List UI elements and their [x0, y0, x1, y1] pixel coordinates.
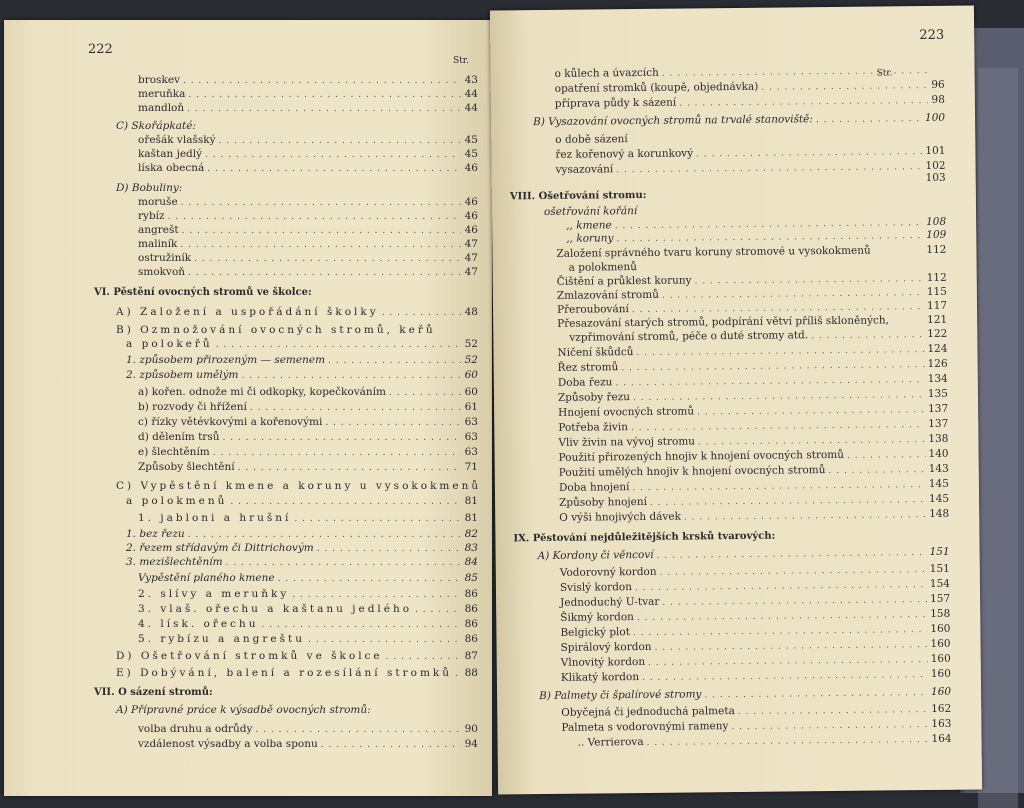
dot-leader: [738, 704, 929, 719]
entry-page-number: 160: [931, 668, 951, 681]
entry-title: o kůlech a úvazcích: [555, 67, 659, 81]
entry-page-number: 102: [925, 160, 945, 173]
entry-title: 4. lísk. ořechu: [138, 618, 258, 631]
dot-leader: [181, 197, 461, 210]
str-column-label: Str.: [877, 68, 893, 78]
entry-page-number: 151: [929, 546, 949, 559]
entry-title: Palmeta s vodorovnými rameny: [561, 720, 728, 735]
dot-leader: [874, 253, 924, 254]
toc-entry: [116, 120, 316, 133]
entry-page-number: 109: [926, 229, 946, 242]
entry-title: 3. mezišlechtěním: [126, 556, 223, 569]
toc-entry: [138, 252, 478, 266]
entry-page-number: 154: [930, 578, 950, 591]
entry-title: meruňka: [138, 88, 185, 101]
entry-title: Hnojení ovocných stromů: [558, 405, 694, 419]
dot-leader: [294, 513, 461, 526]
dot-leader: [168, 211, 461, 224]
entry-page-number: 86: [464, 588, 478, 601]
dot-leader: [828, 464, 925, 478]
dot-leader: [811, 329, 924, 343]
toc-entry: [138, 512, 478, 526]
entry-page-number: 145: [929, 478, 949, 491]
entry-title: C) Skořápkaté:: [116, 120, 196, 133]
entry-page-number: 140: [928, 448, 948, 461]
entry-page-number: 101: [925, 145, 945, 158]
toc-entry: [138, 102, 478, 116]
entry-page-number: 138: [928, 433, 948, 446]
toc-entry: [126, 495, 478, 509]
entry-title: Potřeba živin: [558, 421, 628, 435]
entry-title: Přeroubování: [557, 303, 629, 317]
toc-entry: [559, 508, 949, 526]
entry-title: Ničení škůdců: [557, 346, 633, 360]
toc-entry: [116, 306, 478, 320]
dot-leader: [697, 404, 925, 419]
entry-page-number: 60: [464, 386, 478, 399]
dot-leader: [261, 619, 461, 632]
entry-title: 2. řezem střídavým či Dittrichovým: [126, 542, 314, 555]
dot-leader: [308, 634, 461, 647]
entry-title: Doba hnojení: [559, 481, 630, 495]
dot-leader: [321, 739, 461, 752]
toc-entry: [138, 148, 478, 162]
toc-entry: [94, 286, 394, 299]
toc-entry: [138, 618, 478, 632]
toc-entry: [138, 238, 478, 252]
entry-page-number: 143: [929, 463, 949, 476]
toc-entry: [126, 354, 478, 368]
entry-page-number: 103: [926, 172, 946, 185]
entry-page-number: 43: [464, 74, 478, 87]
entry-title: ,, kmene: [566, 219, 612, 232]
entry-page-number: 148: [929, 508, 949, 521]
entry-page-number: 81: [464, 495, 478, 508]
entry-title: řez kořenový a korunkový: [555, 147, 693, 161]
entry-page-number: 82: [464, 528, 478, 541]
entry-title: VIII. Ošetřování stromu:: [510, 189, 647, 203]
entry-title: líska obecná: [138, 162, 204, 175]
entry-page-number: 100: [925, 112, 945, 125]
toc-entry: [138, 461, 478, 475]
dot-leader: [182, 225, 461, 238]
entry-page-number: 94: [464, 738, 478, 751]
dot-leader: [382, 307, 461, 320]
dot-leader: [647, 734, 929, 750]
entry-title: o době sázení: [555, 133, 628, 147]
dot-leader: [183, 75, 461, 88]
entry-page-number: 60: [464, 369, 478, 382]
entry-page-number: 63: [464, 431, 478, 444]
entry-page-number: 96: [931, 79, 945, 92]
toc-entry: [116, 182, 316, 195]
toc-entry: [138, 446, 478, 460]
dot-leader: [238, 462, 461, 475]
dot-leader: [847, 449, 926, 463]
entry-title: Vypěstění planého kmene: [138, 572, 275, 585]
entry-title: 3. vlaš. ořechu a kaštanu jedlého: [138, 603, 412, 616]
entry-page-number: 160: [930, 623, 950, 636]
dot-leader: [187, 103, 461, 116]
entry-title: 1. bez řezu: [126, 528, 185, 541]
entry-title: ořešák vlašský: [138, 134, 216, 147]
dot-leader: [242, 370, 462, 383]
dot-leader: [642, 669, 928, 685]
toc-entries: [4, 20, 492, 796]
entry-title: broskev: [138, 74, 180, 87]
entry-page-number: 160: [930, 638, 950, 651]
toc-entry: [138, 386, 478, 400]
toc-entry: [138, 603, 478, 617]
toc-entry: [138, 401, 478, 415]
toc-entry: [138, 266, 478, 280]
right-page: [490, 5, 982, 794]
entry-title: Doba řezu: [558, 376, 613, 390]
entry-title: ostružiník: [138, 252, 191, 265]
entry-title: Belgický plot: [560, 626, 630, 640]
entry-page-number: 86: [464, 603, 478, 616]
entry-page-number: 45: [464, 148, 478, 161]
toc-entry: [116, 324, 478, 337]
entry-page-number: 86: [464, 633, 478, 646]
toc-entry: [539, 686, 951, 704]
toc-entry: [116, 704, 416, 717]
entry-title: a polokmenů: [126, 495, 227, 508]
entry-page-number: 124: [927, 343, 947, 356]
toc-entry: [561, 668, 951, 686]
entry-title: vysazování: [556, 163, 614, 177]
entry-title: D) Ošetřování stromků ve školce: [116, 650, 383, 663]
toc-entry: [138, 224, 478, 238]
entry-page-number: 135: [928, 388, 948, 401]
entry-title: Použití umělých hnojiv k hnojení ovocných stromů: [559, 464, 826, 480]
dot-leader: [816, 113, 922, 127]
entry-title: Vlnovitý kordon: [561, 656, 645, 670]
entry-page-number: 86: [464, 618, 478, 631]
dot-leader: [415, 604, 461, 617]
toc-entry: [138, 210, 478, 224]
dot-leader: [704, 687, 928, 702]
entry-page-number: 63: [464, 446, 478, 459]
dot-leader: [631, 139, 928, 142]
entry-page-number: 45: [464, 134, 478, 147]
dot-leader: [684, 509, 926, 525]
dot-leader: [216, 339, 461, 352]
dot-leader: [389, 387, 461, 400]
dot-leader: [761, 80, 927, 95]
entry-page-number: 145: [929, 493, 949, 506]
entry-title: Způsoby šlechtění: [138, 461, 235, 474]
entry-title: Vliv živin na vývoj stromu: [558, 435, 695, 449]
entry-title: Přesazování starých stromů, podpírání větví příliš skloněných,: [557, 314, 889, 330]
page-number: 222: [88, 42, 113, 57]
dot-leader: [328, 355, 461, 368]
entry-title: A) Přípravné práce k výsadbě ovocných stromů:: [116, 704, 371, 717]
entry-title: Spirálový kordon: [561, 641, 652, 655]
dot-leader: [696, 146, 922, 161]
entry-title: rybíz: [138, 210, 165, 223]
dot-leader: [205, 149, 461, 162]
entry-page-number: 87: [464, 650, 478, 663]
dot-leader: [194, 253, 461, 266]
toc-entry: [138, 162, 478, 176]
entry-page-number: 44: [464, 102, 478, 115]
dot-leader: [222, 432, 461, 445]
entry-title: 1. způsobem přirozeným — semenem: [126, 354, 325, 367]
entry-title: Vodorovný kordon: [560, 566, 657, 580]
toc-entry: [138, 633, 478, 647]
entry-page-number: 46: [464, 196, 478, 209]
toc-entry: [138, 588, 478, 602]
dot-leader: [731, 719, 928, 734]
entry-title: c) řízky větévkovými a kořenovými: [138, 416, 322, 429]
toc-entry: [126, 528, 478, 542]
entry-page-number: 117: [927, 300, 947, 313]
dot-leader: [255, 724, 461, 737]
toc-entry: [510, 187, 810, 203]
toc-entry: [138, 196, 478, 210]
dot-leader: [640, 267, 930, 270]
entry-title: D) Bobuliny:: [116, 182, 182, 195]
dot-leader: [455, 668, 461, 681]
toc-entry: [138, 572, 478, 586]
toc-entry: [138, 416, 478, 430]
dot-leader: [325, 417, 461, 430]
dot-leader: [213, 447, 461, 460]
entry-title: maliník: [138, 238, 177, 251]
str-column-label: Str.: [453, 56, 469, 66]
dot-leader: [250, 402, 461, 415]
toc-entry: [138, 74, 478, 88]
entry-title: O výši hnojivých dávek: [559, 511, 681, 525]
entry-title: volba druhu a odrůdy: [138, 723, 252, 736]
toc-entry: [126, 542, 478, 556]
toc-entries: [490, 5, 982, 794]
entry-title: Jednoduchý U-tvar: [560, 596, 659, 610]
toc-entry: [138, 431, 478, 445]
entry-page-number: 112: [926, 244, 946, 257]
entry-title: B) Vysazování ovocných stromů na trvalé stanoviště:: [533, 113, 813, 129]
dot-leader: [662, 65, 928, 81]
toc-entry: [533, 112, 945, 130]
entry-page-number: 90: [464, 723, 478, 736]
toc-entry: [513, 529, 873, 546]
entry-title: Založení správného tvaru koruny stromové u vysokokmenů: [556, 245, 870, 261]
entry-page-number: 52: [464, 338, 478, 351]
toc-entry: [116, 650, 478, 664]
entry-page-number: 63: [464, 416, 478, 429]
entry-title: Klikatý kordon: [561, 671, 639, 685]
entry-title: Zmlazování stromů: [557, 289, 659, 303]
entry-page-number: 61: [464, 401, 478, 414]
entry-page-number: 81: [464, 512, 478, 525]
dot-leader: [278, 573, 461, 586]
entry-page-number: 46: [464, 224, 478, 237]
entry-title: Čištění a průklest koruny: [557, 274, 692, 288]
toc-entry: [116, 667, 478, 681]
dot-leader: [230, 496, 461, 509]
toc-entry: [126, 369, 478, 383]
entry-title: d) dělením trsů: [138, 431, 219, 444]
entry-title: Způsoby řezu: [558, 391, 630, 405]
entry-title: e) šlechtěním: [138, 446, 210, 459]
dot-leader: [649, 196, 792, 198]
entry-title: C) Vypěstění kmene a koruny u vysokokmenů: [116, 480, 481, 493]
toc-entry: [138, 738, 478, 752]
entry-page-number: 84: [464, 556, 478, 569]
dot-leader: [778, 538, 856, 539]
dot-leader: [559, 181, 923, 185]
entry-title: A) Kordony či věncoví: [538, 549, 654, 563]
cover-edge: [978, 68, 1018, 808]
entry-page-number: 160: [931, 653, 951, 666]
entry-title: A) Založení a uspořádání školky: [116, 306, 379, 319]
entry-title: E) Dobývání, balení a rozesílání stromků: [116, 667, 452, 680]
entry-page-number: 122: [927, 328, 947, 341]
entry-page-number: 164: [931, 733, 951, 746]
dot-leader: [640, 212, 827, 214]
entry-page-number: 137: [928, 403, 948, 416]
entry-title: Použití přirozených hnojiv k hnojení ovocných stromů: [559, 449, 845, 465]
entry-page-number: 137: [928, 418, 948, 431]
entry-title: 5. rybízu a angreštu: [138, 633, 305, 646]
dot-leader: [657, 547, 927, 563]
entry-title: smokvoň: [138, 266, 185, 279]
dot-leader: [662, 594, 927, 610]
dot-leader: [188, 529, 461, 542]
entry-page-number: 71: [464, 461, 478, 474]
entry-title: 2. způsobem umělým: [126, 369, 239, 382]
entry-page-number: 85: [464, 572, 478, 585]
entry-title: Šikmý kordon: [560, 611, 634, 625]
entry-title: a polokmenů: [569, 261, 638, 275]
entry-title: VII. O sázení stromů:: [94, 686, 213, 699]
entry-title: B) Palmety či špalírové stromy: [539, 688, 701, 703]
entry-page-number: 48: [464, 306, 478, 319]
entry-title: opatření stromků (koupě, objednávka): [555, 81, 759, 96]
entry-title: kaštan jedlý: [138, 148, 202, 161]
entry-title: .. Verrierova: [578, 736, 644, 750]
toc-entry: [138, 723, 478, 737]
entry-page-number: 160: [931, 686, 951, 699]
dot-leader: [207, 163, 461, 176]
left-page: [4, 20, 492, 796]
toc-entry: [138, 88, 478, 102]
dot-leader: [292, 589, 461, 602]
entry-page-number: 47: [464, 266, 478, 279]
entry-page-number: 47: [464, 238, 478, 251]
entry-title: ošetřování kořání: [544, 205, 637, 219]
entry-title: vzpřimování stromů, péče o duté stromy atd.: [569, 329, 808, 345]
entry-title: IX. Pěstování nejdůležitějších krsků tvarových:: [513, 530, 775, 546]
entry-page-number: 52: [464, 354, 478, 367]
toc-entry: [126, 556, 478, 570]
entry-page-number: 98: [931, 94, 945, 107]
entry-page-number: 46: [464, 210, 478, 223]
entry-page-number: 112: [927, 272, 947, 285]
entry-title: a) kořen. odnože mi či odkopky, kopečkováním: [138, 386, 386, 399]
entry-title: Řez stromů: [558, 361, 619, 375]
entry-title: vzdálenost výsadby a volba sponu: [138, 738, 318, 751]
entry-page-number: 157: [930, 593, 950, 606]
entry-page-number: 115: [927, 286, 947, 299]
dot-leader: [698, 434, 925, 449]
dot-leader: [188, 267, 461, 280]
entry-title: Obyčejná či jednoduchá palmeta: [561, 705, 735, 720]
toc-entry: [555, 94, 945, 112]
dot-leader: [226, 557, 461, 570]
entry-page-number: 162: [931, 703, 951, 716]
dot-leader: [679, 95, 928, 111]
entry-page-number: 46: [464, 162, 478, 175]
entry-page-number: 151: [930, 563, 950, 576]
entry-title: 1. jabloni a hrušní: [138, 512, 291, 525]
dot-leader: [180, 239, 461, 252]
entry-title: moruše: [138, 196, 178, 209]
entry-page-number: 163: [931, 718, 951, 731]
entry-title: Svislý kordon: [560, 581, 632, 595]
toc-entry: [556, 172, 946, 189]
entry-title: 2. slívy a meruňky: [138, 588, 289, 601]
entry-page-number: 108: [926, 216, 946, 229]
dot-leader: [188, 89, 461, 102]
entry-page-number: 126: [928, 358, 948, 371]
entry-title: mandloň: [138, 102, 184, 115]
entry-page-number: 47: [464, 252, 478, 265]
toc-entry: [555, 130, 945, 147]
entry-page-number: 158: [930, 608, 950, 621]
dot-leader: [386, 651, 461, 664]
toc-entry: [578, 733, 952, 751]
entry-title: VI. Pěstění ovocných stromů ve školce:: [94, 286, 312, 299]
entry-title: příprava půdy k sázení: [555, 97, 676, 111]
entry-page-number: 88: [464, 667, 478, 680]
entry-title: angrešt: [138, 224, 179, 237]
entry-page-number: 44: [464, 88, 478, 101]
toc-entry: [138, 134, 478, 148]
entry-title: b) rozvody či hřížení: [138, 401, 247, 414]
toc-entry: [538, 546, 950, 564]
toc-entry: [116, 480, 478, 493]
entry-title: ,, koruny: [566, 232, 613, 245]
page-number: 223: [919, 28, 944, 43]
dot-leader: [317, 543, 461, 556]
entry-title: a polokeřů: [126, 338, 213, 351]
toc-entry: [94, 686, 394, 699]
toc-entry: [126, 338, 478, 352]
entry-title: B) Ozmnožování ovocných stromů, keřů: [116, 324, 436, 337]
entry-title: Způsoby hnojení: [559, 496, 647, 510]
entry-page-number: 134: [928, 373, 948, 386]
entry-page-number: 121: [927, 314, 947, 327]
entry-page-number: 83: [464, 542, 478, 555]
dot-leader: [219, 135, 461, 148]
